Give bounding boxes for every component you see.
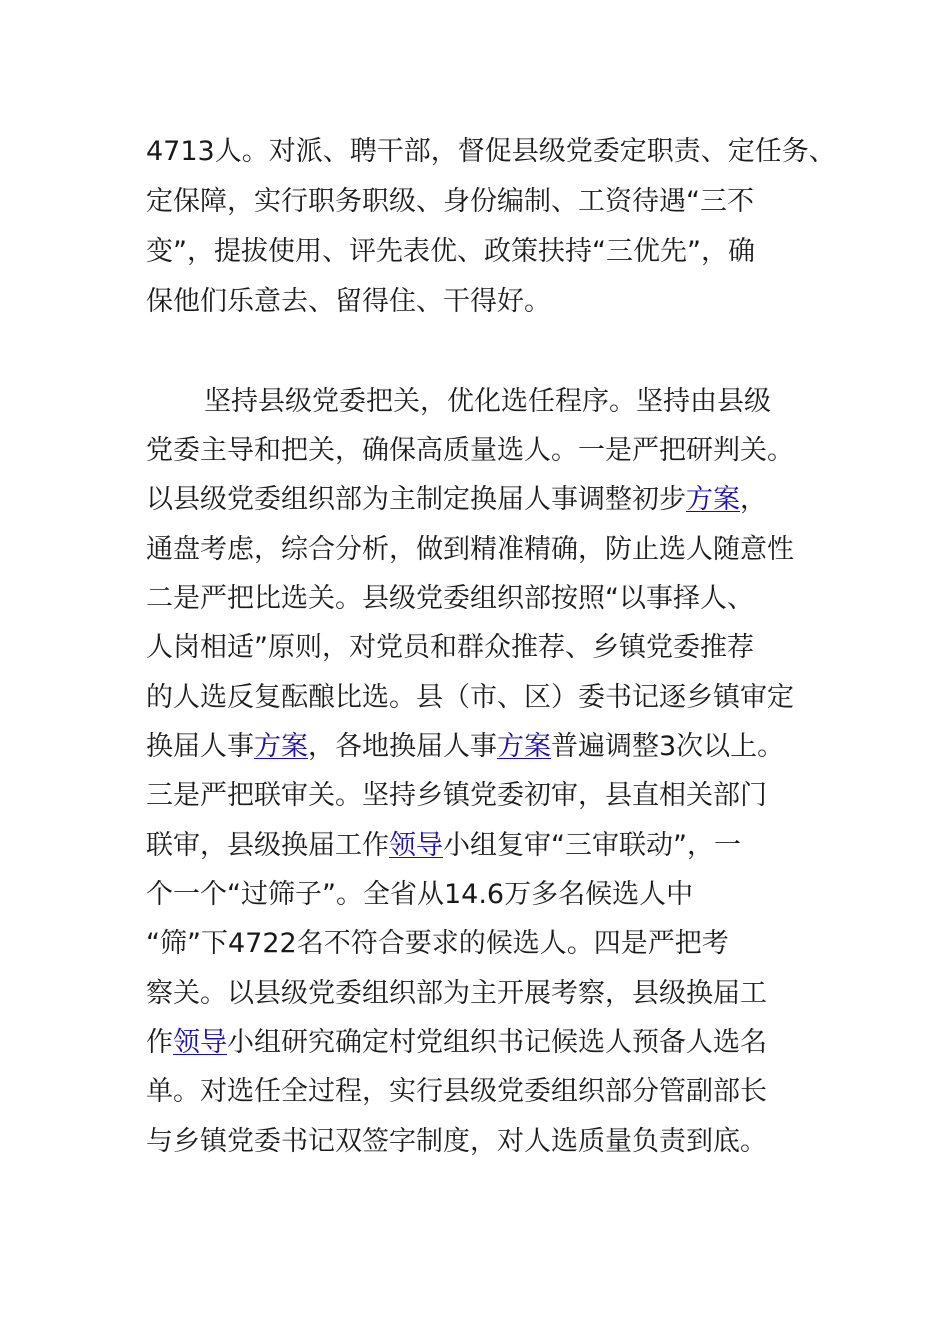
paragraph-line: 个一个“过筛子”。全省从14.6万多名候选人中 xyxy=(146,879,694,910)
link-lingdao[interactable]: 领导 xyxy=(173,1027,227,1058)
paragraph-line: 坚持县级党委把关，优化选任程序。坚持由县级 xyxy=(204,386,771,417)
paragraph-line xyxy=(146,722,784,772)
paragraph-line: “筛”下4722名不符合要求的候选人。四是严把考 xyxy=(146,928,729,959)
paragraph-line: 单。对选任全过程，实行县级党委组织部分管副部长 xyxy=(146,1076,767,1107)
paragraph-line xyxy=(146,1018,767,1068)
paragraph-line: 变”，提拔使用、评先表优、政策扶持“三优先”，确 xyxy=(146,236,755,267)
text-span: 以县级党委组织部为主制定换届人事调整初步 xyxy=(146,484,686,515)
paragraph-line: 通盘考虑，综合分析，做到精准精确，防止选人随意性 xyxy=(146,534,794,565)
paragraph-line: 定保障，实行职务职级、身份编制、工资待遇“三不 xyxy=(146,186,754,217)
paragraph-line: 4713人。对派、聘干部，督促县级党委定职责、定任务、 xyxy=(146,136,836,167)
text-span: ， xyxy=(740,484,767,515)
text-span: 普遍调整3次以上。 xyxy=(551,731,785,762)
paragraph-line xyxy=(146,821,741,871)
paragraph-line: 与乡镇党委书记双签字制度，对人选质量负责到底。 xyxy=(146,1126,767,1157)
paragraph-line: 人岗相适”原则，对党员和群众推荐、乡镇党委推荐 xyxy=(146,632,754,663)
paragraph-line: 的人选反复酝酿比选。县（市、区）委书记逐乡镇审定 xyxy=(146,682,794,713)
link-fangan[interactable]: 方案 xyxy=(686,484,740,515)
text-span: 作 xyxy=(146,1027,173,1058)
link-fangan[interactable]: 方案 xyxy=(497,731,551,762)
text-span: 换届人事 xyxy=(146,731,254,762)
text-span: 联审，县级换届工作 xyxy=(146,830,389,861)
paragraph-line: 保他们乐意去、留得住、干得好。 xyxy=(146,286,551,317)
paragraph-line: 察关。以县级党委组织部为主开展考察，县级换届工 xyxy=(146,978,767,1009)
link-fangan[interactable]: 方案 xyxy=(254,731,308,762)
paragraph-line: 二是严把比选关。县级党委组织部按照“以事择人、 xyxy=(146,583,754,614)
text-span: 小组复审“三审联动”，一 xyxy=(443,830,741,861)
paragraph-line xyxy=(146,475,767,525)
paragraph-line: 党委主导和把关，确保高质量选人。一是严把研判关。 xyxy=(146,435,794,466)
paragraph-line: 三是严把联审关。坚持乡镇党委初审，县直相关部门 xyxy=(146,780,767,811)
text-span: 小组研究确定村党组织书记候选人预备人选名 xyxy=(227,1027,767,1058)
link-lingdao[interactable]: 领导 xyxy=(389,830,443,861)
text-span: ，各地换届人事 xyxy=(308,731,497,762)
